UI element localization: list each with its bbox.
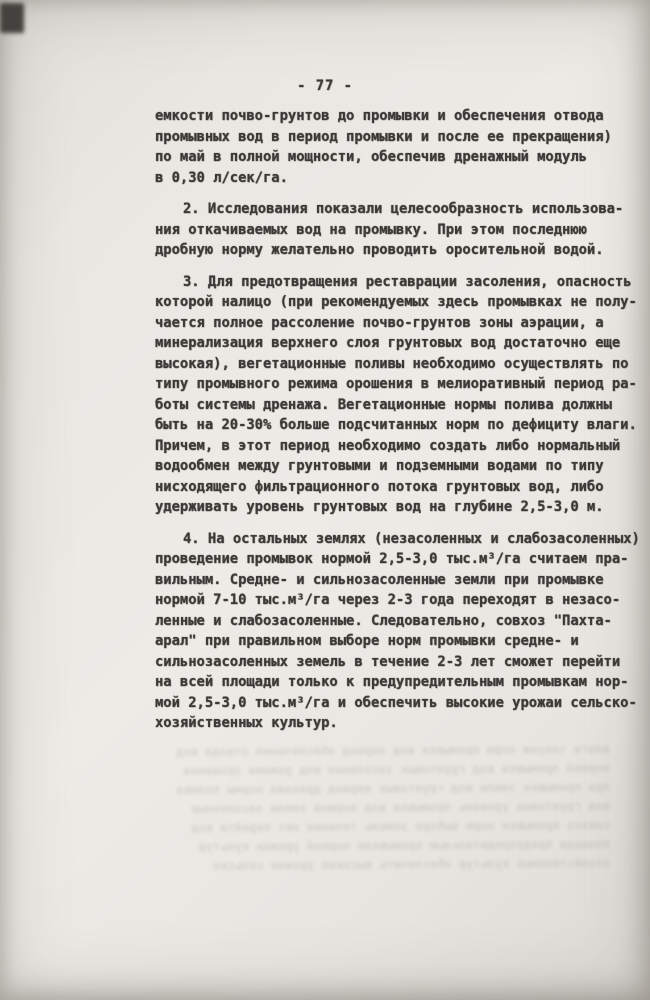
text-line: на всей площади только к предупредительным промывкам нор-	[155, 674, 629, 690]
scan-corner-artifact	[0, 3, 24, 33]
text-line: в 0,30 л/сек/га.	[155, 169, 288, 186]
text-line: боты системы дренажа. Вегетационные нормы полива должны	[155, 396, 612, 413]
text-line: хозяйственных культур.	[155, 715, 338, 731]
text-line: ленные и слабозасоленные. Следовательно, совхоз "Пахта-	[155, 612, 612, 629]
bleedthrough-line: вод грунтовых уровень промывки вод нормой земли засоленные	[190, 798, 611, 816]
paragraph	[155, 199, 627, 261]
paragraph	[155, 272, 637, 518]
bleedthrough-line: площади предупредительным промывкам нормой урожаи культур	[198, 836, 611, 854]
text-line: 4. На остальных землях (незасоленных и слабозасоленных)	[183, 530, 640, 547]
text-line: 2. Исследования показали целесообразность использова-	[183, 201, 624, 217]
text-line: нормой 7-10 тыс.м³/га через 2-3 года переходят в незасо-	[155, 592, 621, 608]
text-line: мой 2,5-3,0 тыс.м³/га и обеспечить высокие урожаи сельско-	[155, 694, 637, 711]
bleedthrough-line: влаги техуиж норм промывки вод период обеспечения отвода вод	[176, 741, 610, 760]
text-line: высокая), вегетационные поливы необходимо осуществлять по	[155, 355, 629, 372]
page-body	[155, 106, 640, 745]
bleedthrough-line: нормой промывки вод грунтовых засоления вод режима орошения	[183, 760, 610, 778]
text-line: нисходящего фильтрационного потока грунтовых вод, либо	[155, 478, 604, 495]
text-line: удерживать уровень грунтовых вод на глубине 2,5-3,0 м.	[155, 499, 604, 515]
text-line: типу промывного режима орошения в мелиоративный период ра-	[155, 376, 637, 392]
text-line: промывных вод в период промывки и после ее прекращения)	[155, 128, 612, 145]
text-line: Причем, в этот период необходимо создать либо нормальный	[155, 437, 621, 454]
text-line: вильным. Средне- и сильнозасоленные земли при промывке	[155, 571, 604, 588]
text-line: чается полное рассоление почво-грунтов зоны аэрации, а	[155, 314, 604, 331]
bleedthrough-line: хозяйственных культур обеспечить высокие урожаи сельско	[212, 855, 611, 873]
text-line: по май в полной мощности, обеспечив дренажный модуль	[155, 149, 587, 165]
text-line: проведение промывок нормой 2,5-3,0 тыс.м³/га считаем пра-	[155, 551, 629, 567]
bleedthrough-line: при промывке земли вод грунтовых период дренажа нормы полива	[176, 779, 610, 798]
text-line: арал" при правильном выборе норм промывки средне- и	[155, 633, 579, 649]
text-line: водообмен между грунтовыми и подземными водами по типу	[155, 458, 604, 474]
bleedthrough-line: совхоз промывки норм выборе земель течение лет перейти вод	[191, 817, 611, 835]
text-line: 3. Для предотвращения реставрации засоления, опасность	[183, 273, 632, 290]
text-line: минерализация верхнего слоя грунтовых вод достаточно еще	[155, 335, 621, 351]
paragraph	[155, 529, 640, 734]
bleedthrough-text	[35, 740, 611, 877]
paragraph	[155, 106, 627, 188]
text-line: емкости почво-грунтов до промывки и обеспечения отвода	[155, 108, 604, 124]
text-line: которой налицо (при рекомендуемых здесь промывках не полу-	[155, 294, 637, 310]
text-line: дробную норму желательно проводить оросительной водой.	[155, 242, 604, 258]
text-line: сильнозасоленных земель в течение 2-3 лет сможет перейти	[155, 653, 621, 670]
text-line: ния откачиваемых вод на промывку. При этом последнюю	[155, 221, 587, 238]
page-number: - 77 -	[297, 78, 353, 94]
text-line: быть на 20-30% больше подсчитанных норм по дефициту влаги.	[155, 417, 637, 433]
